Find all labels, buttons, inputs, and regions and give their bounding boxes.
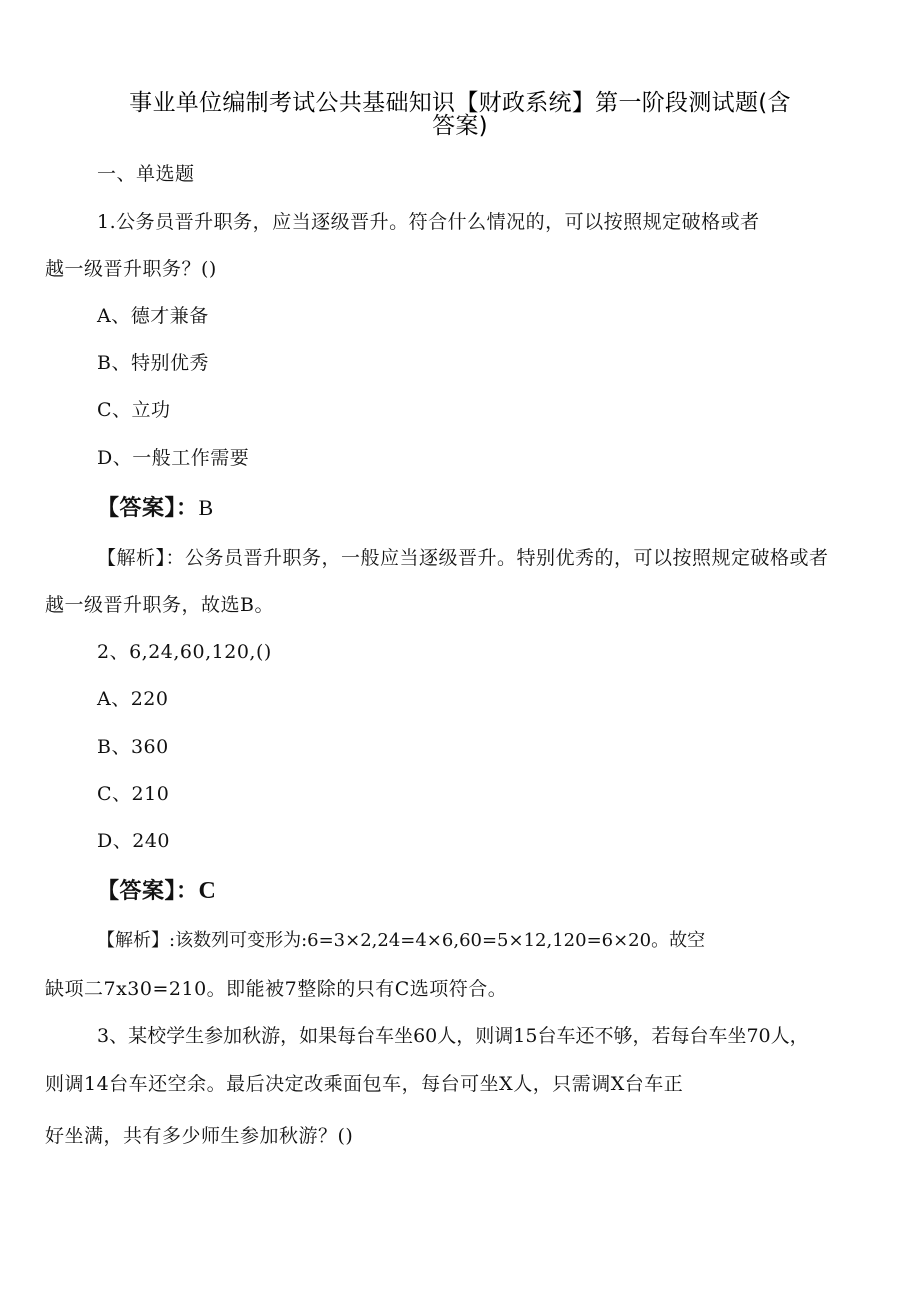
analysis-label: 【解析】 [97, 930, 169, 951]
question-1-option-b: B、特别优秀 [97, 352, 209, 374]
question-1-option-d: D、一般工作需要 [97, 447, 250, 469]
question-2-answer [97, 879, 216, 904]
section-heading: 一、单选题 [97, 163, 195, 185]
question-1-analysis-line-2: 越一级晋升职务，故选B。 [45, 594, 274, 616]
question-3-stem-line-3: 好坐满，共有多少师生参加秋游？() [45, 1125, 354, 1147]
question-2-option-b: B、360 [97, 736, 169, 758]
document-title-line-2: 答案) [432, 113, 488, 139]
question-2-stem: 2、6,24,60,120,() [97, 641, 272, 663]
question-1-answer [97, 496, 214, 521]
question-1-stem-line-1: 1.公务员晋升职务，应当逐级晋升。符合什么情况的，可以按照规定破格或者 [97, 211, 760, 233]
question-2-option-a: A、220 [97, 688, 169, 710]
question-1-option-c: C、立功 [97, 399, 171, 421]
analysis-text: 公务员晋升职务，一般应当逐级晋升。特别优秀的，可以按照规定破格或者 [185, 547, 829, 569]
answer-value: B [198, 495, 214, 520]
question-1-option-a: A、德才兼备 [97, 305, 209, 327]
question-3-stem-line-1: 3、某校学生参加秋游，如果每台车坐60人，则调15台车还不够，若每台车坐70人， [97, 1025, 809, 1047]
question-1-stem-line-2: 越一级晋升职务？() [45, 258, 217, 280]
question-2-option-c: C、210 [97, 783, 170, 805]
answer-label: 【答案】： [97, 879, 199, 904]
answer-label: 【答案】： [97, 496, 199, 521]
document-title-line-1: 事业单位编制考试公共基础知识【财政系统】第一阶段测试题(含 [129, 90, 791, 116]
question-3-stem-line-2: 则调14台车还空余。最后决定改乘面包车，每台可坐X人，只需调X台车正 [45, 1073, 684, 1095]
question-2-analysis-line-1 [97, 929, 705, 953]
analysis-text: :该数列可变形为:6=3×2,24=4×6,60=5×12,120=6×20。故空 [169, 930, 706, 951]
question-2-option-d: D、240 [97, 830, 170, 852]
question-2-analysis-line-2: 缺项二7x30=210。即能被7整除的只有C选项符合。 [45, 978, 508, 1000]
analysis-label: 【解析】： [97, 547, 186, 569]
question-1-analysis-line-1 [97, 546, 829, 570]
answer-value: C [198, 878, 217, 904]
